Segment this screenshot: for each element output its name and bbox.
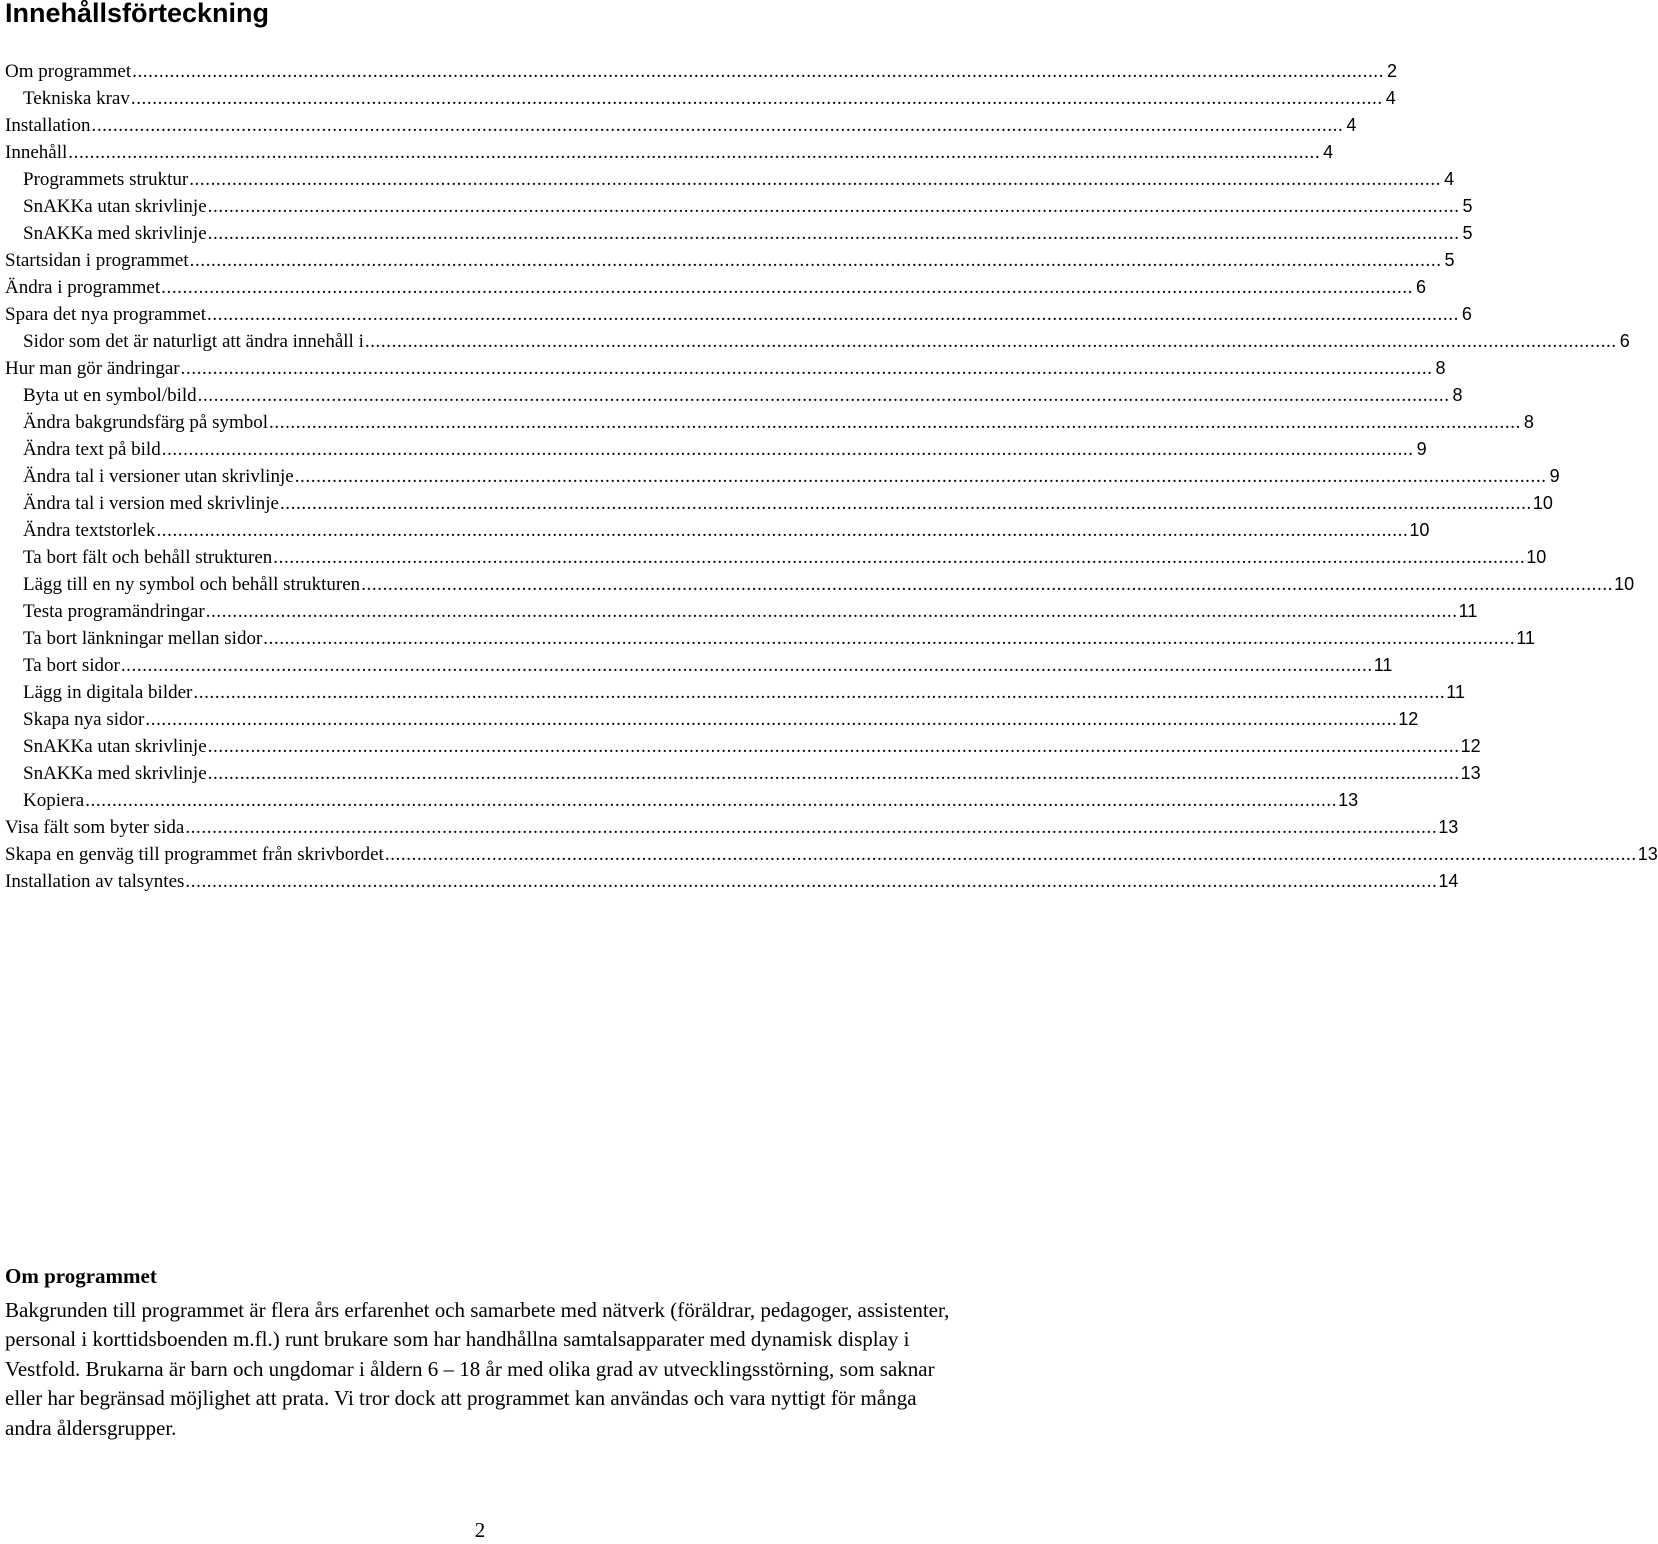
toc-entry-page: 6 (1416, 277, 1427, 297)
toc-entry-page: 6 (1461, 304, 1472, 324)
toc-entry[interactable] (0, 85, 1396, 112)
toc-dot-leader (263, 625, 1515, 652)
section-heading: Om programmet (5, 1264, 157, 1288)
toc-entry[interactable] (0, 841, 1658, 868)
toc-entry-page: 9 (1416, 439, 1427, 459)
toc-entry-label: Tekniska krav (23, 88, 130, 109)
toc-entry-label: Ändra tal i versioner utan skrivlinje (23, 466, 294, 487)
toc-entry-page: 9 (1549, 466, 1560, 486)
toc-entry-page: 11 (1446, 682, 1465, 702)
toc-title: Innehållsförteckning (5, 0, 270, 28)
toc-entry-label: Testa programändringar (23, 601, 205, 622)
page-number: 2 (474, 1518, 486, 1542)
toc-dot-leader (361, 571, 1613, 598)
toc-entry[interactable] (0, 436, 1427, 463)
toc-entry-label: Innehåll (5, 142, 68, 163)
toc-entry-page: 13 (1460, 763, 1481, 783)
toc-entry-label: Sidor som det är naturligt att ändra innehåll i (23, 331, 364, 352)
toc-entry-page: 5 (1462, 196, 1473, 216)
toc-entry-label: Ändra text på bild (23, 439, 161, 460)
toc-entry[interactable] (0, 760, 1481, 787)
toc-entry-label: Kopiera (23, 790, 85, 811)
toc-entry-page: 4 (1323, 142, 1334, 162)
toc-dot-leader (208, 733, 1460, 760)
toc-entry[interactable] (0, 652, 1393, 679)
toc-dot-leader (145, 706, 1397, 733)
toc-entry-page: 12 (1460, 736, 1481, 756)
toc-entry-label: Ändra i programmet (5, 277, 161, 298)
toc-entry-label: Lägg till en ny symbol och behåll strukturen (23, 574, 361, 595)
toc-dot-leader (208, 220, 1460, 247)
toc-entry-page: 11 (1373, 655, 1393, 675)
toc-dot-leader (162, 436, 1414, 463)
toc-dot-leader (156, 517, 1408, 544)
toc-entry-label: SnAKKa utan skrivlinje (23, 196, 207, 217)
toc-entry-label: Visa fält som byter sida (5, 817, 185, 838)
toc-entry[interactable] (0, 598, 1478, 625)
toc-entry-page: 13 (1438, 817, 1459, 837)
toc-entry-page: 13 (1637, 844, 1658, 864)
toc-entry[interactable] (0, 517, 1430, 544)
toc-entry-page: 5 (1462, 223, 1473, 243)
toc-entry-page: 10 (1532, 493, 1553, 513)
toc-dot-leader (208, 760, 1460, 787)
toc-entry-label: Spara det nya programmet (5, 304, 207, 325)
toc-entry-label: SnAKKa utan skrivlinje (23, 736, 207, 757)
toc-entry[interactable] (0, 868, 1459, 895)
section-om-programmet (5, 1262, 955, 1443)
toc-dot-leader (269, 409, 1521, 436)
toc-dot-leader (131, 85, 1383, 112)
toc-entry-page: 6 (1619, 331, 1630, 351)
toc-dot-leader (121, 652, 1373, 679)
toc-dot-leader (68, 139, 1320, 166)
toc-entry[interactable] (0, 328, 1630, 355)
toc-dot-leader (273, 544, 1525, 571)
toc-entry[interactable] (0, 58, 1398, 85)
toc-entry-page: 10 (1409, 520, 1430, 540)
toc-entry-page: 12 (1398, 709, 1419, 729)
toc-entry[interactable] (0, 814, 1459, 841)
toc-entry-page: 8 (1452, 385, 1463, 405)
toc-dot-leader (280, 490, 1532, 517)
toc-entry[interactable] (0, 463, 1560, 490)
toc-dot-leader (185, 814, 1437, 841)
toc-entry-label: Om programmet (5, 61, 132, 82)
toc-entry-page: 4 (1444, 169, 1455, 189)
toc-entry-label: Ta bort sidor (23, 655, 120, 676)
toc-entry-page: 4 (1385, 88, 1396, 108)
toc-list (0, 58, 1658, 895)
toc-entry-page: 2 (1387, 61, 1398, 81)
toc-dot-leader (295, 463, 1547, 490)
toc-entry-label: Skapa nya sidor (23, 709, 145, 730)
toc-entry-label: Ta bort fält och behåll strukturen (23, 547, 273, 568)
toc-entry-label: Lägg in digitala bilder (23, 682, 193, 703)
toc-entry[interactable] (0, 571, 1635, 598)
toc-entry[interactable] (0, 733, 1481, 760)
toc-entry-label: Ändra bakgrundsfärg på symbol (23, 412, 269, 433)
toc-entry-page: 4 (1346, 115, 1357, 135)
toc-entry-page: 8 (1435, 358, 1446, 378)
toc-dot-leader (198, 382, 1450, 409)
toc-entry-label: Ändra tal i version med skrivlinje (23, 493, 279, 514)
toc-entry[interactable] (0, 787, 1359, 814)
toc-dot-leader (85, 787, 1337, 814)
toc-entry-page: 10 (1614, 574, 1635, 594)
toc-entry[interactable] (0, 139, 1334, 166)
toc-dot-leader (365, 328, 1617, 355)
toc-entry-label: Startsidan i programmet (5, 250, 189, 271)
toc-entry[interactable] (0, 625, 1535, 652)
toc-entry[interactable] (0, 382, 1463, 409)
toc-entry-page: 5 (1444, 250, 1455, 270)
toc-entry[interactable] (0, 490, 1553, 517)
toc-dot-leader (132, 58, 1384, 85)
toc-entry[interactable] (0, 409, 1534, 436)
toc-entry-page: 11 (1516, 628, 1535, 648)
toc-dot-leader (206, 598, 1458, 625)
toc-entry[interactable] (0, 544, 1547, 571)
toc-entry[interactable] (0, 193, 1473, 220)
toc-dot-leader (189, 166, 1441, 193)
toc-dot-leader (185, 868, 1437, 895)
toc-entry-label: Ta bort länkningar mellan sidor (23, 628, 263, 649)
toc-entry[interactable] (0, 706, 1419, 733)
toc-dot-leader (91, 112, 1343, 139)
toc-dot-leader (161, 274, 1413, 301)
toc-entry-page: 14 (1438, 871, 1459, 891)
toc-entry-label: Installation (5, 115, 91, 136)
toc-dot-leader (181, 355, 1433, 382)
toc-entry-label: Skapa en genväg till programmet från skrivbordet (5, 844, 384, 865)
toc-entry[interactable] (0, 355, 1446, 382)
toc-entry[interactable] (0, 112, 1357, 139)
toc-entry[interactable] (0, 166, 1455, 193)
toc-entry-page: 11 (1458, 601, 1478, 621)
toc-entry[interactable] (0, 220, 1473, 247)
toc-dot-leader (385, 841, 1637, 868)
toc-entry-label: Installation av talsyntes (5, 871, 185, 892)
toc-entry-page: 10 (1526, 547, 1547, 567)
toc-entry-label: Byta ut en symbol/bild (23, 385, 197, 406)
toc-entry-label: Ändra textstorlek (23, 520, 156, 541)
toc-entry-page: 13 (1338, 790, 1359, 810)
section-body: Bakgrunden till programmet är flera års erfarenhet och samarbete med nätverk (föräldrar, pedagoger, assistenter, personal i korttidsboenden m.fl.) runt brukare som har handhållna samtalsapparater med dynamisk display i Vestfold. Brukarna är barn och ungdomar i åldern 6 – 18 år med olika grad av utvecklingsstörning, som saknar eller har begränsad möjlighet att prata. Vi tror dock att programmet kan användas och vara nyttigt för många andra åldersgrupper. (5, 1298, 950, 1440)
toc-dot-leader (190, 247, 1442, 274)
toc-dot-leader (208, 193, 1460, 220)
toc-entry-label: SnAKKa med skrivlinje (23, 763, 207, 784)
toc-entry-label: SnAKKa med skrivlinje (23, 223, 207, 244)
toc-entry[interactable] (0, 301, 1472, 328)
toc-entry-label: Programmets struktur (23, 169, 189, 190)
toc-entry[interactable] (0, 247, 1455, 274)
toc-entry-label: Hur man gör ändringar (5, 358, 180, 379)
toc-entry[interactable] (0, 679, 1465, 706)
toc-dot-leader (193, 679, 1445, 706)
toc-entry[interactable] (0, 274, 1427, 301)
toc-entry-page: 8 (1523, 412, 1534, 432)
toc-dot-leader (207, 301, 1459, 328)
